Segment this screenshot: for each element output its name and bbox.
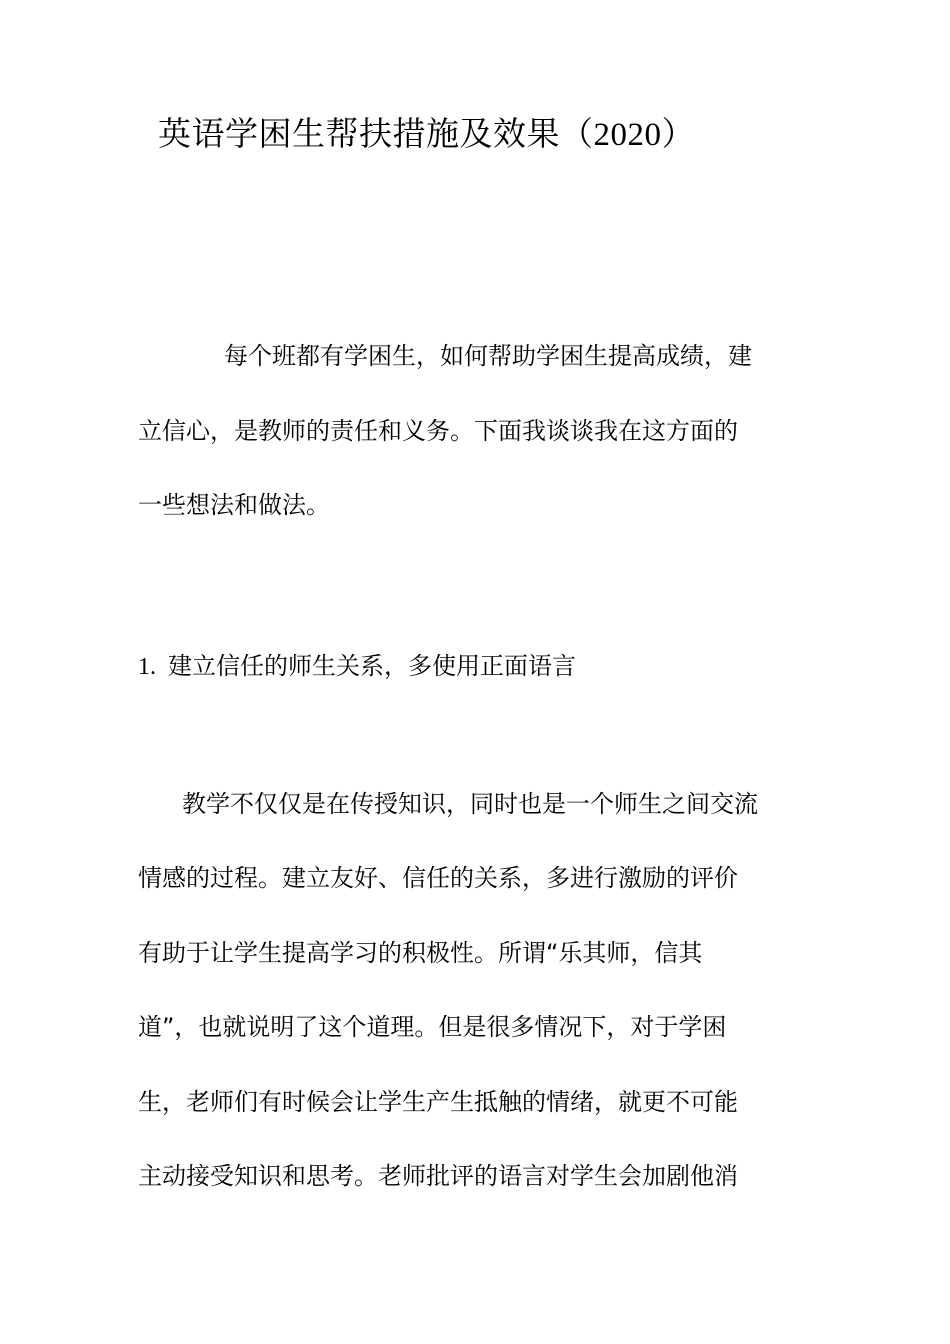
body-line-4: 道”，也就说明了这个道理。但是很多情况下，对于学困 [138, 1013, 727, 1041]
section-heading-text: 建立信任的师生关系，多使用正面语言 [168, 652, 576, 680]
title-year: （2020） [560, 117, 695, 153]
document-title [158, 108, 695, 161]
section-number: 1. [138, 654, 156, 680]
section-heading [138, 648, 576, 685]
title-text: 英语学困生帮扶措施及效果 [158, 114, 560, 153]
body-line-5: 生，老师们有时候会让学生产生抵触的情绪，就更不可能 [138, 1088, 738, 1116]
body-line-1: 教学不仅仅是在传授知识，同时也是一个师生之间交流 [182, 790, 758, 818]
intro-line-2: 立信心，是教师的责任和义务。下面我谈谈我在这方面的 [138, 417, 738, 445]
body-line-6: 主动接受知识和思考。老师批评的语言对学生会加剧他消 [138, 1162, 738, 1190]
intro-line-3: 一些想法和做法。 [138, 491, 330, 519]
body-line-2: 情感的过程。建立友好、信任的关系，多进行激励的评价 [138, 864, 738, 892]
intro-line-1: 每个班都有学困生，如何帮助学困生提高成绩，建 [224, 342, 752, 370]
body-line-3: 有助于让学生提高学习的积极性。所谓“乐其师，信其 [138, 939, 703, 967]
